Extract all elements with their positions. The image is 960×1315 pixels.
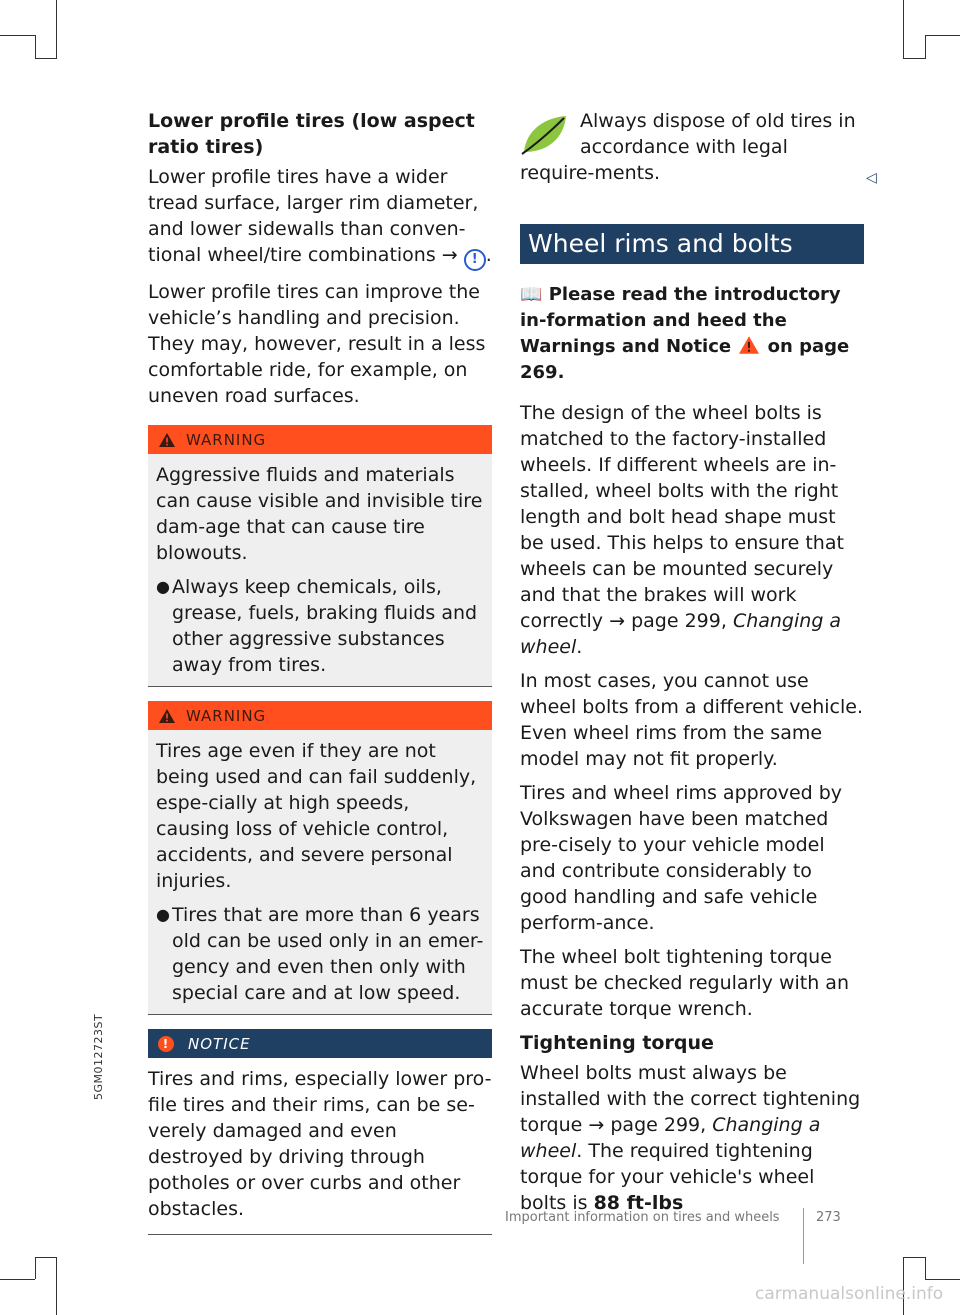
paragraph-text: The required tightening torque for your vehicle's wheel bolts is xyxy=(520,1140,815,1214)
intro-text xyxy=(520,282,864,386)
right-column xyxy=(520,108,864,1224)
crop-mark xyxy=(35,35,36,59)
warning-box xyxy=(148,701,492,1015)
warning-text: Aggressive fluids and materials can cause visible and invisible tire dam-age that can cause tire blowouts. xyxy=(156,464,483,564)
intro-body: Please read the introductory in-formation and heed the Warnings and Notice xyxy=(520,284,841,357)
warning-label: WARNING xyxy=(186,430,267,449)
watermark: carmanualsonline.info xyxy=(755,1284,944,1304)
notice-text: Tires and rims, especially lower pro-file tires and their rims, can be se-verely damaged and even destroyed by driving through potholes or over curbs and other obstacles. xyxy=(148,1068,492,1220)
warning-body xyxy=(148,730,492,1015)
paragraph: In most cases, you cannot use wheel bolts from a different vehicle. Even wheel rims from the same model may not fit properly. xyxy=(520,670,864,770)
warning-icon xyxy=(737,335,761,355)
list-item xyxy=(156,574,484,678)
warning-box xyxy=(148,425,492,687)
page-ref-title[interactable]: Changing a wheel xyxy=(520,1114,821,1162)
torque-value: 88 ft-lbs xyxy=(593,1192,684,1214)
crop-mark xyxy=(925,35,926,59)
document-code: 5GM012723ST xyxy=(92,1013,105,1100)
crop-mark xyxy=(35,1257,36,1279)
warning-icon xyxy=(158,708,176,724)
warning-header xyxy=(148,701,492,730)
paragraph: Lower profile tires have a wider tread surface, larger rim diameter, and lower sidewalls than conven-tional wheel/tire combinations → ! . xyxy=(148,164,492,271)
page-ref-title[interactable]: Changing a wheel xyxy=(520,610,842,658)
notice-header xyxy=(148,1029,492,1058)
paragraph: Wheel bolts must always be installed with the correct tightening torque → page 299, Changing a wheel. The required tightening torque for your vehicle's wheel bolts is 88 ft-lbs xyxy=(520,1062,861,1214)
paragraph: The wheel bolt tightening torque must be checked regularly with an accurate torque wrench. xyxy=(520,946,849,1020)
paragraph: Tires and wheel rims approved by Volkswagen have been matched pre-cisely to your vehicle model and contribute considerably to good handling and safe vehicle perform-ance. xyxy=(520,782,843,934)
notice-label: NOTICE xyxy=(188,1034,251,1053)
exclamation-icon: ! xyxy=(158,1036,174,1052)
book-icon: 📖 xyxy=(520,284,543,305)
crop-mark xyxy=(56,0,57,58)
notice-ref-icon[interactable]: ! xyxy=(464,249,486,271)
paragraph: Lower profile tires can improve the vehicle’s handling and precision. They may, however, result in a less comfortable ride, for example, on uneven road surfaces. xyxy=(148,281,486,407)
left-column xyxy=(148,108,492,1235)
crop-mark xyxy=(0,35,35,36)
crop-mark xyxy=(925,1279,960,1280)
paragraph-text: Lower profile tires have a wider tread surface, larger rim diameter, and lower sidewalls than conven-tional wheel/tire combinations xyxy=(148,166,479,266)
warning-header xyxy=(148,425,492,454)
crop-mark xyxy=(36,1257,57,1258)
arrow-icon: → xyxy=(588,1114,605,1136)
arrow-icon: → xyxy=(441,244,458,266)
paragraph-text: Wheel bolts must always be installed with the correct tightening torque xyxy=(520,1062,861,1136)
warning-body xyxy=(148,454,492,687)
paragraph-text: The design of the wheel bolts is matched to the factory-installed wheels. If different wheels are in-stalled, wheel bolts with the right length and bolt head shape must be used. This helps to ensure that wheels can be mounted securely and that the brakes will work correctly xyxy=(520,402,844,632)
crop-mark xyxy=(0,1279,35,1280)
page-ref-link[interactable]: page 299, xyxy=(631,610,727,632)
section-title: Wheel rims and bolts xyxy=(520,224,864,264)
crop-mark xyxy=(903,58,925,59)
notice-box xyxy=(148,1029,492,1235)
sub-heading: Tightening torque xyxy=(520,1032,714,1054)
paragraph: The design of the wheel bolts is matched to the factory-installed wheels. If different wheels are in-stalled, wheel bolts with the right length and bolt head shape must be used. This helps to ensure that wheels can be mounted securely and that the brakes will work correctly → page 299, Changing a wheel. xyxy=(520,402,844,658)
list-item xyxy=(156,902,484,1006)
crop-mark xyxy=(903,1257,925,1258)
warning-icon xyxy=(158,432,176,448)
arrow-icon: → xyxy=(609,610,626,632)
bullet-icon: ● xyxy=(156,577,170,596)
crop-mark xyxy=(903,0,904,58)
section-heading: Lower profile tires (low aspect ratio tires) xyxy=(148,110,475,158)
bullet-text: Always keep chemicals, oils, grease, fuels, braking fluids and other aggressive substances away from tires. xyxy=(172,576,478,676)
page-ref-link[interactable]: page 299, xyxy=(610,1114,707,1136)
leaf-icon xyxy=(520,112,570,156)
crop-mark xyxy=(36,58,57,59)
footer-divider xyxy=(803,1208,804,1264)
footer-section: Important information on tires and wheels xyxy=(505,1210,780,1225)
crop-mark xyxy=(56,1257,57,1315)
warning-text: Tires age even if they are not being used and can fail suddenly, espe-cially at high speeds, causing loss of vehicle control, accidents, and severe personal injuries. xyxy=(156,740,477,892)
environment-note xyxy=(520,108,864,186)
warning-label: WARNING xyxy=(186,706,267,725)
environment-text: Always dispose of old tires in accordance with legal require-ments. xyxy=(520,110,856,184)
crop-mark xyxy=(925,1257,926,1279)
bullet-text: Tires that are more than 6 years old can be used only in an emer-gency and even then only with special care and at low speed. xyxy=(172,904,484,1004)
notice-body xyxy=(148,1058,492,1235)
page-number: 273 xyxy=(816,1210,841,1225)
bullet-icon: ● xyxy=(156,905,170,924)
continue-arrow-icon: ◁ xyxy=(866,170,877,186)
intro-page-link[interactable]: on page 269. xyxy=(520,336,850,383)
crop-mark xyxy=(925,35,960,36)
